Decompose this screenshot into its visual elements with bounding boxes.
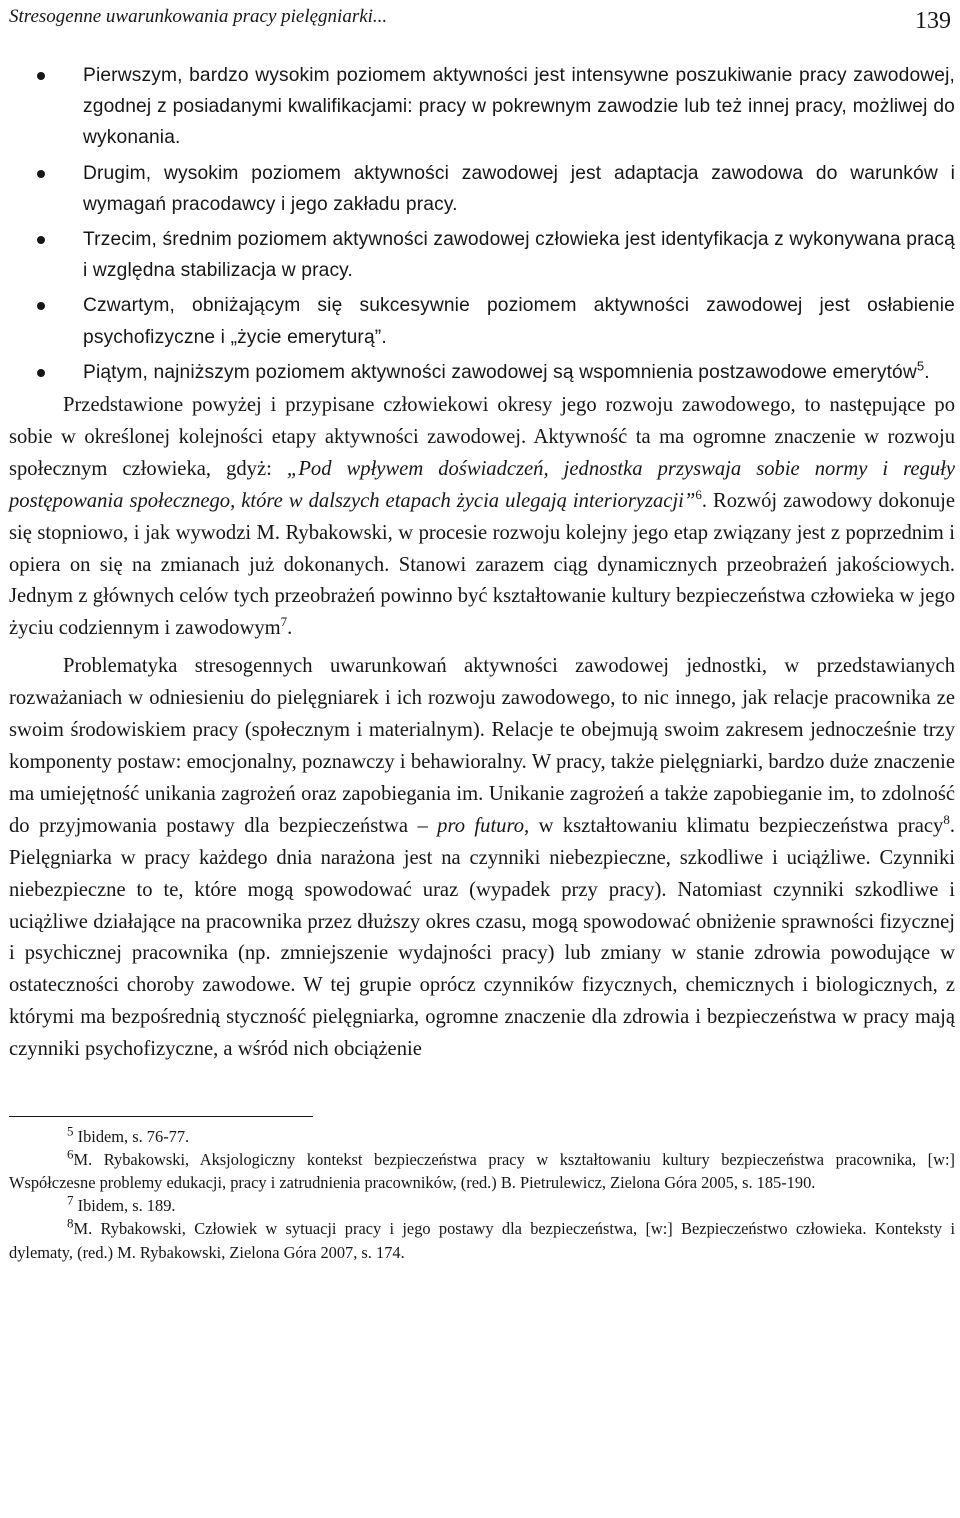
paragraph-text: Przedstawione powyżej i przypisane człowiekowi okresy jego rozwoju zawodowego, to następujące po sobie w określonej kolejności etapy aktywności zawodowej. Aktywność ta ma ogromne znaczenie w rozwoju społecznym człowieka, gdyż: bbox=[9, 394, 955, 480]
footnote-ref: 5 bbox=[916, 358, 925, 374]
bullet-item bbox=[9, 224, 955, 286]
footnote bbox=[9, 1194, 955, 1217]
page-number: 139 bbox=[915, 8, 951, 34]
footnote-divider bbox=[9, 1116, 313, 1117]
bullet-dot-icon bbox=[37, 72, 45, 80]
footnote-text: M. Rybakowski, Człowiek w sytuacji pracy i jego postawy dla bezpieczeństwa, [w:] Bezpieczeństwo człowieka. Konteksty i dylematy, (red.) M. Rybakowski, Zielona Góra 2007, s. 174. bbox=[9, 1219, 955, 1262]
footnote bbox=[9, 1125, 955, 1148]
footnote-ref: 8 bbox=[943, 811, 950, 827]
paragraph bbox=[9, 390, 955, 645]
paragraph-text: Problematyka stresogennych uwarunkowań aktywności zawodowej jednostki, w przedstawianych rozważaniach w odniesieniu do pielęgniarek i ich rozwoju zawodowego, to nic innego, jak relacje pracownika ze swoim środowiskiem pracy (społecznym i materialnym). Relacje te obejmują swoim zakresem jednocześnie trzy komponenty postaw: emocjonalny, poznawczy i behawioralny. W pracy, także pielęgniarki, bardzo duże znaczenie ma umiejętność unikania zagrożeń oraz zapobiegania im. Unikanie zagrożeń a także zapobieganie im, to zdolność do przyjmowania postawy dla bezpieczeństwa – bbox=[9, 655, 955, 837]
bullet-text: Trzecim, średnim poziomem aktywności zawodowej człowieka jest identyfikacja z wykonywana pracą i względna stabilizacja w pracy. bbox=[83, 229, 955, 282]
bullet-list bbox=[9, 60, 955, 388]
bullet-dot-icon bbox=[37, 236, 45, 244]
bullet-text: Piątym, najniższym poziomem aktywności zawodowej są wspomnienia postzawodowe emerytów bbox=[83, 361, 917, 383]
paragraph-text: w kształtowaniu klimatu bezpieczeństwa pracy bbox=[529, 814, 944, 837]
document-page bbox=[9, 0, 955, 1264]
italic-phrase: pro futuro, bbox=[437, 814, 530, 837]
footnote-number: 8 bbox=[67, 1215, 74, 1231]
footnote bbox=[9, 1217, 955, 1263]
footnote-text: M. Rybakowski, Aksjologiczny kontekst bezpieczeństwa pracy w kształtowaniu kultury bezpieczeństwa pracownika, [w:] Współczesne problemy edukacji, pracy i zatrudnienia pracowników, (red.) B. Pietrulewicz, Zielona Góra 2005, s. 185-190. bbox=[9, 1150, 955, 1193]
bullet-dot-icon bbox=[37, 369, 45, 377]
bullet-item bbox=[9, 290, 955, 352]
paragraph-text: . Pielęgniarka w pracy każdego dnia narażona jest na czynniki niebezpieczne, szkodliwe i uciążliwe. Czynniki niebezpieczne to te, które mogą spowodować uraz (wypadek przy pracy). Natomiast czynniki szkodliwe i uciążliwe działające na pracownika przez dłuższy okres czasu, mogą spowodować obniżenie sprawności fizycznej i psychicznej pracownika (np. zmniejszenie wydajności pracy) lub zmiany w stanie zdrowia powodujące w ostateczności choroby zawodowe. W tej grupie oprócz czynników fizycznych, chemicznych i biologicznych, z którymi ma bezpośrednią styczność pielęgniarka, ogromne znaczenie dla zdrowia i bezpieczeństwa w pracy mają czynniki psychofizyczne, a wśród nich obciążenie bbox=[9, 814, 955, 1061]
footnote-number: 7 bbox=[67, 1192, 74, 1208]
quotation: „Pod wpływem doświadczeń, jednostka przyswaja sobie normy i reguły postępowania społecznego, które w dalszych etapach życia ulegają interioryzacji” bbox=[9, 457, 955, 512]
paragraph-text: . Rozwój zawodowy dokonuje się stopniowo, i jak wywodzi M. Rybakowski, w procesie rozwoju kolejny jego etap związany jest z poprzednim i opiera on się na zmianach już dokonanych. Stanowi zarazem ciąg dynamicznych przeobrażeń jakościowych. Jednym z głównych celów tych przeobrażeń powinno być kształtowanie kultury bezpieczeństwa człowieka w jego życiu codziennym i zawodowym bbox=[9, 489, 955, 640]
running-header bbox=[9, 0, 955, 40]
footnote-ref: 7 bbox=[280, 614, 288, 630]
footnote-ref: 6 bbox=[695, 486, 702, 502]
bullet-text: Pierwszym, bardzo wysokim poziomem aktywności jest intensywne poszukiwanie pracy zawodowej, zgodnej z posiadanymi kwalifikacjami: pracy w pokrewnym zawodzie lub też innej pracy, możliwej do wykonania. bbox=[83, 65, 955, 149]
bullet-text: Czwartym, obniżającym się sukcesywnie poziomem aktywności zawodowej jest osłabienie psychofizyczne i „życie emeryturą”. bbox=[83, 295, 955, 348]
paragraph bbox=[9, 651, 955, 1066]
running-title: Stresogenne uwarunkowania pracy pielęgniarki... bbox=[9, 6, 388, 27]
bullet-dot-icon bbox=[37, 302, 45, 310]
footnote bbox=[9, 1148, 955, 1194]
bullet-text: Drugim, wysokim poziomem aktywności zawodowej jest adaptacja zawodowa do warunków i wymagań pracodawcy i jego zakładu pracy. bbox=[83, 162, 955, 215]
bullet-item: Piątym, najniższym poziomem aktywności zawodowej są wspomnienia postzawodowe emerytów$^5$. bbox=[9, 357, 955, 388]
paragraph-text: . bbox=[287, 617, 293, 640]
footnote-number: 6 bbox=[67, 1146, 74, 1162]
bullet-item bbox=[9, 158, 955, 220]
footnote-text: Ibidem, s. 189. bbox=[77, 1196, 176, 1216]
footnote-number: 5 bbox=[67, 1123, 74, 1139]
footnotes bbox=[9, 1125, 955, 1264]
footnote-text: Ibidem, s. 76-77. bbox=[77, 1127, 190, 1147]
bullet-dot-icon bbox=[37, 170, 45, 178]
bullet-item bbox=[9, 60, 955, 154]
